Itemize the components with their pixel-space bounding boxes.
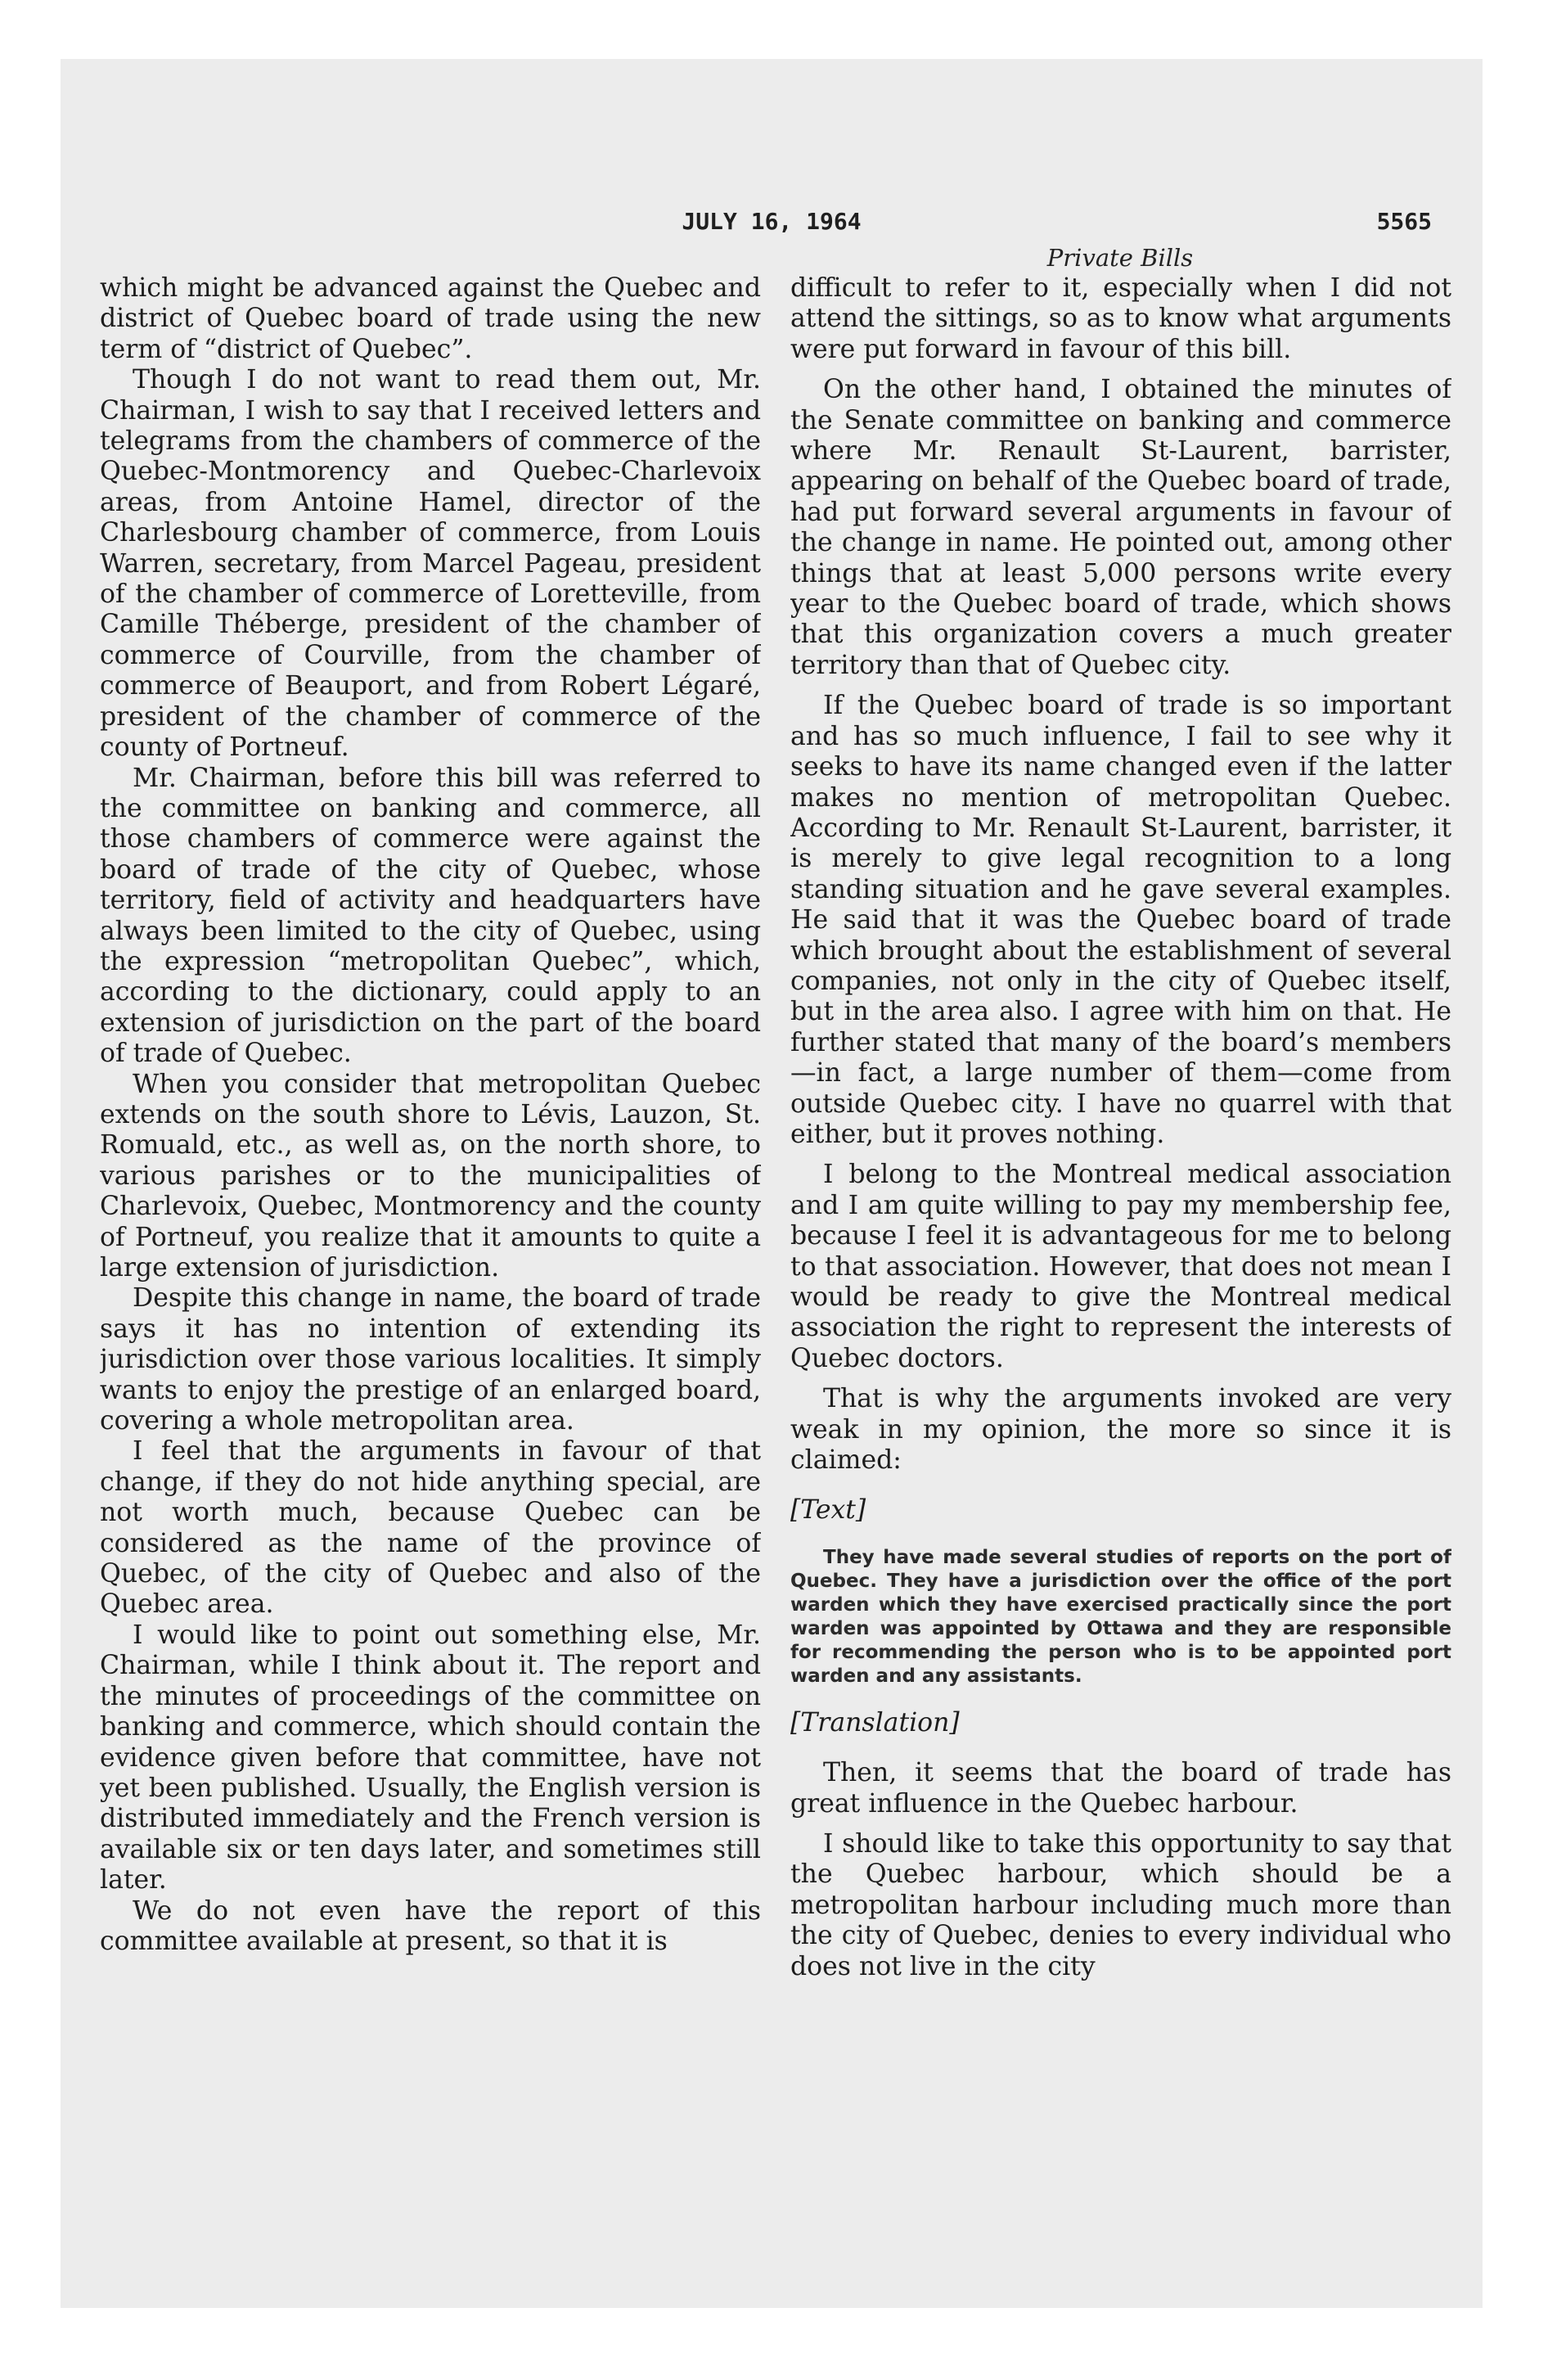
paragraph: Then, it seems that the board of trade has great influence in the Quebec harbour. bbox=[790, 1758, 1451, 1819]
paragraph: On the other hand, I obtained the minutes of the Senate committee on banking and commerce where Mr. Renault St-Laurent, barrister, appearing on behalf of the Quebec board of trade, had put forward several arguments in favour of the change in name. He pointed out, among other things that at least 5,000 persons write every year to the Quebec board of trade, which shows that this organization covers a much greater territory than that of Quebec city. bbox=[790, 375, 1451, 680]
paragraph: That is why the arguments invoked are very weak in my opinion, the more so since it is claimed: bbox=[790, 1384, 1451, 1476]
paragraph: We do not even have the report of this committee available at present, so that it is bbox=[100, 1895, 761, 1956]
paragraph: Mr. Chairman, before this bill was referred to the committee on banking and commerce, all those chambers of commerce were against the board of trade of the city of Quebec, whose territory, field of activity and headquarters have always been limited to the city of Quebec, using the expression “metropolitan Quebec”, which, according to the dictionary, could apply to an extension of jurisdiction on the part of the board of trade of Quebec. bbox=[100, 763, 761, 1069]
paragraph: I would like to point out something else, Mr. Chairman, while I think about it. The report and the minutes of proceedings of the committee on banking and commerce, which should contain the evidence given before that committee, have not yet been published. Usually, the English version is distributed immediately and the French version is available six or ten days later, and sometimes still later. bbox=[100, 1620, 761, 1895]
paragraph: I should like to take this opportunity to say that the Quebec harbour, which should be a metropolitan harbour including much more than the city of Quebec, denies to every individual who does not live in the city bbox=[790, 1829, 1451, 1981]
paragraph: I feel that the arguments in favour of that change, if they do not hide anything special, are not worth much, because Quebec can be considered as the name of the province of Quebec, of the city of Quebec and also of the Quebec area. bbox=[100, 1436, 761, 1620]
paragraph: Though I do not want to read them out, Mr. Chairman, I wish to say that I received letters and telegrams from the chambers of commerce of the Quebec-Montmorency and Quebec-Charlevoix areas, from Antoine Hamel, director of the Charlesbourg chamber of commerce, from Louis Warren, secretary, from Marcel Pageau, president of the chamber of commerce of Loretteville, from Camille Théberge, president of the chamber of commerce of Courville, from the chamber of commerce of Beauport, and from Robert Légaré, president of the chamber of commerce of the county of Portneuf. bbox=[100, 365, 761, 763]
page-number: 5565 bbox=[1376, 208, 1432, 235]
page-date: JULY 16, 1964 bbox=[682, 208, 862, 235]
paragraph: When you consider that metropolitan Quebec extends on the south shore to Lévis, Lauzon, St. Romuald, etc., as well as, on the north shore, to various parishes or to the municipalities of Charlevoix, Quebec, Montmorency and the county of Portneuf, you realize that it amounts to quite a large extension of jurisdiction. bbox=[100, 1069, 761, 1282]
text-marker: [Text] bbox=[790, 1495, 866, 1526]
paragraph: which might be advanced against the Quebec and district of Quebec board of trade using the new term of “district of Quebec”. bbox=[100, 273, 761, 364]
right-column bbox=[790, 273, 1451, 2115]
quoted-passage: They have made several studies of reports on the port of Quebec. They have a jurisdiction over the office of the port warden which they have exercised practically since the port warden was appointed by Ottawa and they are responsible for recommending the person who is to be appointed port warden and any assistants. bbox=[790, 1546, 1451, 1687]
translation-marker: [Translation] bbox=[790, 1707, 960, 1738]
left-column bbox=[100, 273, 761, 2115]
paragraph: difficult to refer to it, especially when I did not attend the sittings, so as to know what arguments were put forward in favour of this bill. bbox=[790, 273, 1451, 364]
page bbox=[61, 59, 1483, 2308]
section-title: Private Bills bbox=[1046, 244, 1194, 272]
running-header bbox=[61, 208, 1483, 241]
paragraph: Despite this change in name, the board of trade says it has no intention of extending its jurisdiction over those various localities. It simply wants to enjoy the prestige of an enlarged board, covering a whole metropolitan area. bbox=[100, 1283, 761, 1436]
paragraph: I belong to the Montreal medical association and I am quite willing to pay my membership fee, because I feel it is advantageous for me to belong to that association. However, that does not mean I would be ready to give the Montreal medical association the right to represent the interests of Quebec doctors. bbox=[790, 1160, 1451, 1373]
paragraph: If the Quebec board of trade is so important and has so much influence, I fail to see why it seeks to have its name changed even if the latter makes no mention of metropolitan Quebec. According to Mr. Renault St-Laurent, barrister, it is merely to give legal recognition to a long standing situation and he gave several examples. He said that it was the Quebec board of trade which brought about the establishment of several companies, not only in the city of Quebec itself, but in the area also. I agree with him on that. He further stated that many of the board’s members—in fact, a large number of them—come from outside Quebec city. I have no quarrel with that either, but it proves nothing. bbox=[790, 691, 1451, 1149]
